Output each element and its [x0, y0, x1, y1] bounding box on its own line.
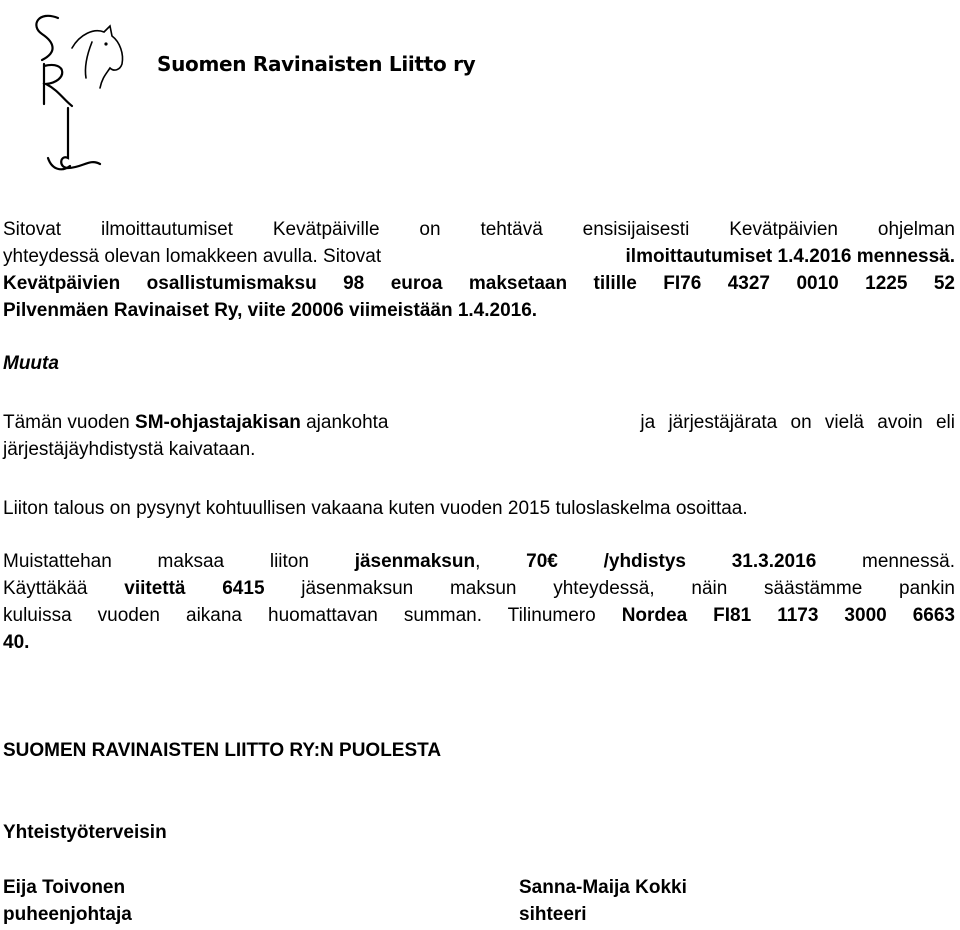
fee-reference: viitettä 6415	[124, 578, 265, 599]
fee-line-4: 40.	[3, 632, 30, 653]
membership-fee-paragraph	[3, 548, 955, 656]
registration-paragraph	[3, 216, 955, 324]
sm-competition-paragraph	[3, 409, 955, 463]
fee-line-2: Käyttäkää viitettä 6415 jäsenmaksun maksun yhteydessä, näin säästämme pankin	[3, 578, 955, 599]
reg-line-2	[3, 243, 955, 270]
org-name: Suomen Ravinaisten Liitto ry	[157, 52, 476, 76]
signatory-name: Sanna-Maija Kokki	[519, 877, 687, 898]
logo-letter-s	[36, 16, 58, 60]
sm-line-1-right: ja järjestäjärata on vielä avoin eli	[640, 412, 955, 433]
signatory-chair	[3, 874, 132, 928]
fee-line-3: kuluissa vuoden aikana huomattavan summan. Tilinumero Nordea FI81 1173 3000 6663	[3, 605, 955, 626]
greeting: Yhteistyöterveisin	[3, 822, 167, 843]
fee-line: Kevätpäivien osallistumismaksu 98 euroa maksetaan tilille FI76 4327 0010 1225 52	[3, 273, 955, 294]
finance-paragraph: Liiton talous on pysynyt kohtuullisen vakaana kuten vuoden 2015 tuloslaskelma osoittaa.	[3, 498, 748, 519]
sm-line-1	[3, 409, 955, 436]
signatory-title: puheenjohtaja	[3, 904, 132, 925]
signatory-title: sihteeri	[519, 904, 587, 925]
logo-letter-r	[44, 64, 72, 106]
membership-fee-amount: 70€ /yhdistys 31.3.2016	[526, 551, 817, 572]
sm-line-2: järjestäjäyhdistystä kaivataan.	[3, 439, 256, 460]
signatory-secretary	[519, 874, 687, 928]
section-heading-muuta: Muuta	[3, 353, 59, 374]
on-behalf-line: SUOMEN RAVINAISTEN LIITTO RY:N PUOLESTA	[3, 740, 442, 761]
horse-head-icon	[72, 26, 123, 88]
signatory-name: Eija Toivonen	[3, 877, 126, 898]
bank-account: Nordea FI81 1173 3000 6663	[621, 605, 955, 626]
sm-competition-name: SM-ohjastajakisan	[135, 412, 301, 433]
sm-line-1-left: Tämän vuoden SM-ohjastajakisan ajankohta	[3, 412, 389, 433]
logo-letter-l	[48, 108, 100, 169]
registration-deadline: ilmoittautumiset 1.4.2016 mennessä.	[625, 246, 955, 267]
srl-logo	[28, 8, 128, 178]
reg-line-2-text: yhteydessä olevan lomakkeen avulla. Sitovat	[3, 246, 382, 267]
membership-fee-label: jäsenmaksun	[354, 551, 476, 572]
reg-line-1: Sitovat ilmoittautumiset Kevätpäiville on tehtävä ensisijaisesti Kevätpäivien ohjelman	[3, 219, 955, 240]
fee-line-1: Muistattehan maksaa liiton jäsenmaksun, 70€ /yhdistys 31.3.2016 mennessä.	[3, 551, 955, 572]
fee-reference-line: Pilvenmäen Ravinaiset Ry, viite 20006 viimeistään 1.4.2016.	[3, 300, 538, 321]
